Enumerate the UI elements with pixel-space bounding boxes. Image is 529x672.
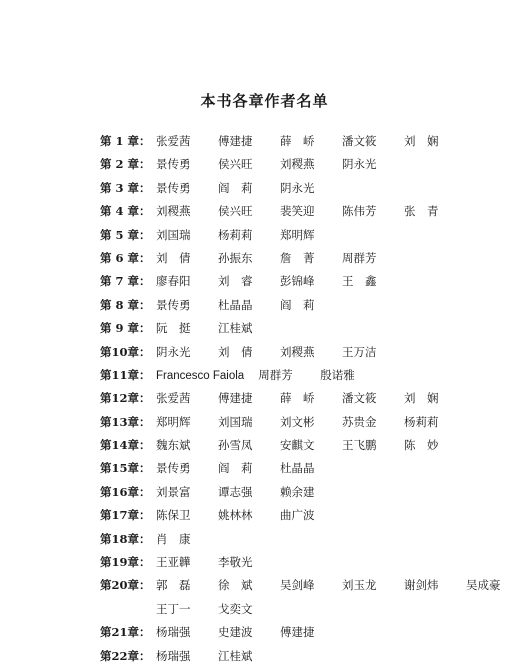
author-name: 潘文筱	[342, 134, 377, 148]
chapter-label: 第20章：	[100, 578, 151, 593]
author-name: 阴永光	[280, 180, 315, 195]
author-name: 景传勇	[156, 461, 191, 476]
chapter-row	[100, 621, 520, 644]
author-name: 侯兴旺	[218, 204, 253, 219]
chapter-row	[100, 551, 520, 574]
author-name: 史建波	[218, 625, 253, 640]
author-names	[156, 598, 280, 621]
author-name: 戈奕文	[218, 601, 253, 616]
chapter-row	[100, 645, 520, 668]
author-names	[156, 224, 342, 247]
chapter-label: 第10章：	[100, 344, 151, 359]
author-name: 陈 妙	[404, 438, 439, 453]
author-names	[156, 317, 280, 340]
chapter-row	[100, 200, 520, 223]
author-name: 潘文筱	[342, 391, 377, 406]
author-name: 吴剑峰	[280, 578, 315, 593]
author-name: 魏东斌	[156, 438, 191, 453]
chapter-label: 第 3 章：	[100, 180, 151, 195]
chapter-label: 第14章：	[100, 438, 151, 453]
author-name: 姚林林	[218, 508, 253, 523]
author-name: 张爱茜	[156, 134, 191, 148]
author-name: 裴笑迎	[280, 204, 315, 219]
author-name: 王丁一	[156, 601, 191, 616]
author-name: 周群芳	[342, 250, 377, 265]
chapter-row	[100, 481, 520, 504]
author-name: 杨莉莉	[218, 227, 253, 242]
author-name: 李敬光	[218, 555, 253, 570]
author-name: 刘国瑞	[218, 414, 253, 429]
chapter-label: 第 2 章：	[100, 157, 151, 172]
author-name: 赖余建	[280, 484, 315, 499]
author-name: 阴永光	[342, 157, 377, 172]
author-name: 景传勇	[156, 297, 191, 312]
author-names	[156, 387, 466, 410]
chapter-label: 第 4 章：	[100, 204, 151, 219]
author-name: 阎 莉	[218, 180, 253, 195]
author-name: 刘 倩	[218, 344, 253, 359]
chapter-label: 第13章：	[100, 414, 151, 429]
author-name: 刘国瑞	[156, 227, 191, 242]
author-name: 孙振东	[218, 250, 253, 265]
chapter-label: 第17章：	[100, 508, 151, 523]
author-name: 傅建捷	[218, 391, 253, 406]
page-title: 本书各章作者名单	[200, 92, 329, 110]
author-names	[156, 504, 342, 527]
author-name: 刘 睿	[218, 274, 253, 289]
chapter-row	[100, 247, 520, 270]
chapter-row	[100, 528, 520, 551]
chapter-label: 第22章：	[100, 648, 151, 663]
chapter-author-list	[100, 130, 520, 668]
chapter-row	[100, 574, 520, 597]
chapter-row	[100, 387, 520, 410]
author-name: 刘稷燕	[280, 157, 315, 172]
author-name: 傅建捷	[218, 134, 253, 148]
chapter-label: 第12章：	[100, 391, 151, 406]
chapter-row	[100, 434, 520, 457]
chapter-row-continuation	[100, 598, 520, 621]
author-name: 郑明辉	[156, 414, 191, 429]
author-name: 谭志强	[218, 484, 253, 499]
author-name: 刘文彬	[280, 414, 315, 429]
author-names	[156, 481, 342, 504]
author-name: 江桂斌	[218, 321, 253, 336]
chapter-label: 第18章：	[100, 531, 151, 546]
author-name: 苏贵金	[342, 414, 377, 429]
author-name: 薛 峤	[280, 391, 315, 406]
author-name: 景传勇	[156, 157, 191, 172]
author-name: 安麒文	[280, 438, 315, 453]
chapter-row	[100, 341, 520, 364]
author-name: 孙雪凤	[218, 438, 253, 453]
author-name: 刘玉龙	[342, 578, 377, 593]
chapter-label: 第19章：	[100, 555, 151, 570]
author-names	[156, 130, 466, 153]
author-name: 郑明辉	[280, 227, 315, 242]
author-name: 刘 倩	[156, 250, 191, 265]
author-name: 阎 莉	[280, 297, 315, 312]
chapter-label: 第 5 章：	[100, 227, 151, 242]
chapter-row	[100, 177, 520, 200]
chapter-label: 第 1 章：	[100, 134, 151, 148]
author-name: 阴永光	[156, 344, 191, 359]
author-name: 王万洁	[342, 344, 377, 359]
author-name: 刘稷燕	[156, 204, 191, 219]
author-name: 江桂斌	[218, 648, 253, 663]
chapter-row	[100, 411, 520, 434]
author-names	[156, 434, 466, 457]
author-name: 吴成豪	[466, 578, 501, 593]
author-name: 刘 娴	[404, 391, 439, 406]
chapter-row	[100, 130, 520, 153]
author-name: 杨瑞强	[156, 648, 191, 663]
author-name: 王 鑫	[342, 274, 377, 289]
author-name: 殷诺雅	[320, 367, 355, 382]
author-name: 王飞鹏	[342, 438, 377, 453]
author-name: 周群芳	[258, 367, 293, 382]
author-names	[156, 294, 342, 317]
author-names	[156, 574, 528, 597]
author-names	[156, 621, 342, 644]
author-name: Francesco Faiola	[156, 369, 245, 382]
author-names	[156, 270, 404, 293]
author-name: 景传勇	[156, 180, 191, 195]
chapter-row	[100, 457, 520, 480]
author-name: 肖 康	[156, 531, 191, 546]
chapter-row	[100, 294, 520, 317]
author-name: 阮 挺	[156, 321, 191, 336]
chapter-label: 第16章：	[100, 484, 151, 499]
author-name: 陈保卫	[156, 508, 191, 523]
chapter-row	[100, 270, 520, 293]
chapter-label: 第 8 章：	[100, 297, 151, 312]
author-names	[156, 645, 280, 668]
chapter-label: 第 7 章：	[100, 274, 151, 289]
author-name: 刘 娴	[404, 134, 439, 148]
author-name: 杨瑞强	[156, 625, 191, 640]
author-names	[156, 247, 404, 270]
author-name: 彭锦峰	[280, 274, 315, 289]
chapter-label: 第 9 章：	[100, 321, 151, 336]
author-names	[156, 341, 404, 364]
author-name: 郭 磊	[156, 578, 191, 593]
author-names	[156, 364, 382, 388]
author-name: 曲广波	[280, 508, 315, 523]
author-names	[156, 551, 280, 574]
chapter-row	[100, 364, 520, 387]
chapter-row	[100, 504, 520, 527]
chapter-label: 第11章：	[100, 367, 151, 382]
chapter-row	[100, 153, 520, 176]
author-names	[156, 457, 342, 480]
author-name: 王亚韡	[156, 555, 191, 570]
author-name: 徐 斌	[218, 578, 253, 593]
chapter-label: 第15章：	[100, 461, 151, 476]
author-names	[156, 411, 466, 434]
author-name: 张 青	[404, 204, 439, 219]
author-name: 傅建捷	[280, 625, 315, 640]
author-names	[156, 200, 466, 223]
author-name: 刘稷燕	[280, 344, 315, 359]
chapter-row	[100, 224, 520, 247]
author-names	[156, 153, 404, 176]
author-name: 廖春阳	[156, 274, 191, 289]
author-name: 杨莉莉	[404, 414, 439, 429]
author-names	[156, 177, 342, 200]
author-name: 杜晶晶	[218, 297, 253, 312]
author-name: 刘景富	[156, 484, 191, 499]
chapter-label: 第21章：	[100, 625, 151, 640]
author-name: 侯兴旺	[218, 157, 253, 172]
author-name: 阎 莉	[218, 461, 253, 476]
author-name: 谢剑炜	[404, 578, 439, 593]
author-name: 张爱茜	[156, 391, 191, 406]
chapter-row	[100, 317, 520, 340]
chapter-label: 第 6 章：	[100, 250, 151, 265]
author-name: 詹 菁	[280, 250, 315, 265]
author-name: 陈伟芳	[342, 204, 377, 219]
author-name: 杜晶晶	[280, 461, 315, 476]
author-name: 薛 峤	[280, 134, 315, 148]
author-names	[156, 528, 218, 551]
